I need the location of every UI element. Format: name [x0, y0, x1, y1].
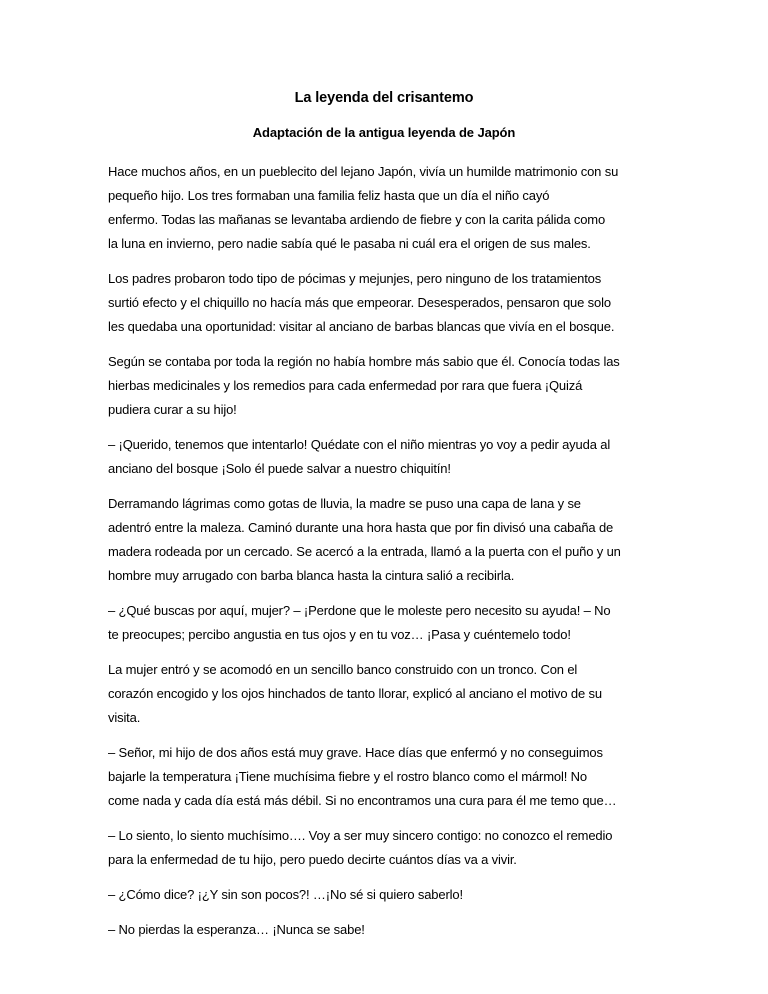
text-line: Los padres probaron todo tipo de pócimas y mejunjes, pero ninguno de los tratamientos	[108, 271, 602, 286]
text-line: te preocupes; percibo angustia en tus ojos y en tu voz… ¡Pasa y cuéntemelo todo!	[108, 627, 571, 642]
text-line: bajarle la temperatura ¡Tiene muchísima fiebre y el rostro blanco como el mármol! No	[108, 769, 587, 784]
text-line: – No pierdas la esperanza… ¡Nunca se sabe!	[108, 922, 365, 937]
paragraph	[108, 350, 668, 422]
paragraph	[108, 824, 668, 872]
paragraph	[108, 599, 668, 647]
text-line: – ¿Cómo dice? ¡¿Y sin son pocos?! …¡No sé si quiero saberlo!	[108, 887, 463, 902]
document-subtitle: Adaptación de la antigua leyenda de Japón	[252, 125, 516, 140]
paragraph	[108, 267, 668, 339]
text-line: surtió efecto y el chiquillo no hacía más que empeorar. Desesperados, pensaron que solo	[108, 295, 611, 310]
text-line: hombre muy arrugado con barba blanca hasta la cintura salió a recibirla.	[108, 568, 515, 583]
paragraph	[108, 918, 668, 942]
text-line: hierbas medicinales y los remedios para cada enfermedad por rara que fuera ¡Quizá	[108, 378, 583, 393]
text-line: – Lo siento, lo siento muchísimo…. Voy a ser muy sincero contigo: no conozco el remedio	[108, 828, 613, 843]
paragraph	[108, 741, 668, 813]
text-line: come nada y cada día está más débil. Si no encontramos una cura para él me temo que…	[108, 793, 617, 808]
text-line: – ¿Qué buscas por aquí, mujer? – ¡Perdone que le moleste pero necesito su ayuda! – No	[108, 603, 611, 618]
text-line: – Señor, mi hijo de dos años está muy grave. Hace días que enfermó y no conseguimos	[108, 745, 603, 760]
text-line: adentró entre la maleza. Caminó durante una hora hasta que por fin divisó una cabaña de	[108, 520, 614, 535]
paragraph	[108, 658, 668, 730]
text-line: – ¡Querido, tenemos que intentarlo! Quédate con el niño mientras yo voy a pedir ayuda al	[108, 437, 611, 452]
document-body	[108, 160, 668, 953]
text-line: la luna en invierno, pero nadie sabía qué le pasaba ni cuál era el origen de sus males.	[108, 236, 591, 251]
text-line: La mujer entró y se acomodó en un sencillo banco construido con un tronco. Con el	[108, 662, 578, 677]
document-title: La leyenda del crisantemo	[294, 90, 474, 106]
text-line: visita.	[108, 710, 141, 725]
text-line: corazón encogido y los ojos hinchados de tanto llorar, explicó al anciano el motivo de su	[108, 686, 602, 701]
text-line: para la enfermedad de tu hijo, pero puedo decirte cuántos días va a vivir.	[108, 852, 517, 867]
text-line: pudiera curar a su hijo!	[108, 402, 237, 417]
paragraph	[108, 492, 668, 588]
text-line: Según se contaba por toda la región no había hombre más sabio que él. Conocía todas las	[108, 354, 620, 369]
text-line: les quedaba una oportunidad: visitar al anciano de barbas blancas que vivía en el bosque.	[108, 319, 615, 334]
text-line: madera rodeada por un cercado. Se acercó a la entrada, llamó a la puerta con el puño y un	[108, 544, 621, 559]
text-line: Derramando lágrimas como gotas de lluvia, la madre se puso una capa de lana y se	[108, 496, 581, 511]
text-line: pequeño hijo. Los tres formaban una familia feliz hasta que un día el niño cayó	[108, 188, 550, 203]
paragraph	[108, 883, 668, 907]
paragraph	[108, 433, 668, 481]
text-line: anciano del bosque ¡Solo él puede salvar a nuestro chiquitín!	[108, 461, 451, 476]
text-line: Hace muchos años, en un pueblecito del lejano Japón, vivía un humilde matrimonio con su	[108, 164, 619, 179]
paragraph	[108, 160, 668, 256]
text-line: enfermo. Todas las mañanas se levantaba ardiendo de fiebre y con la carita pálida como	[108, 212, 606, 227]
